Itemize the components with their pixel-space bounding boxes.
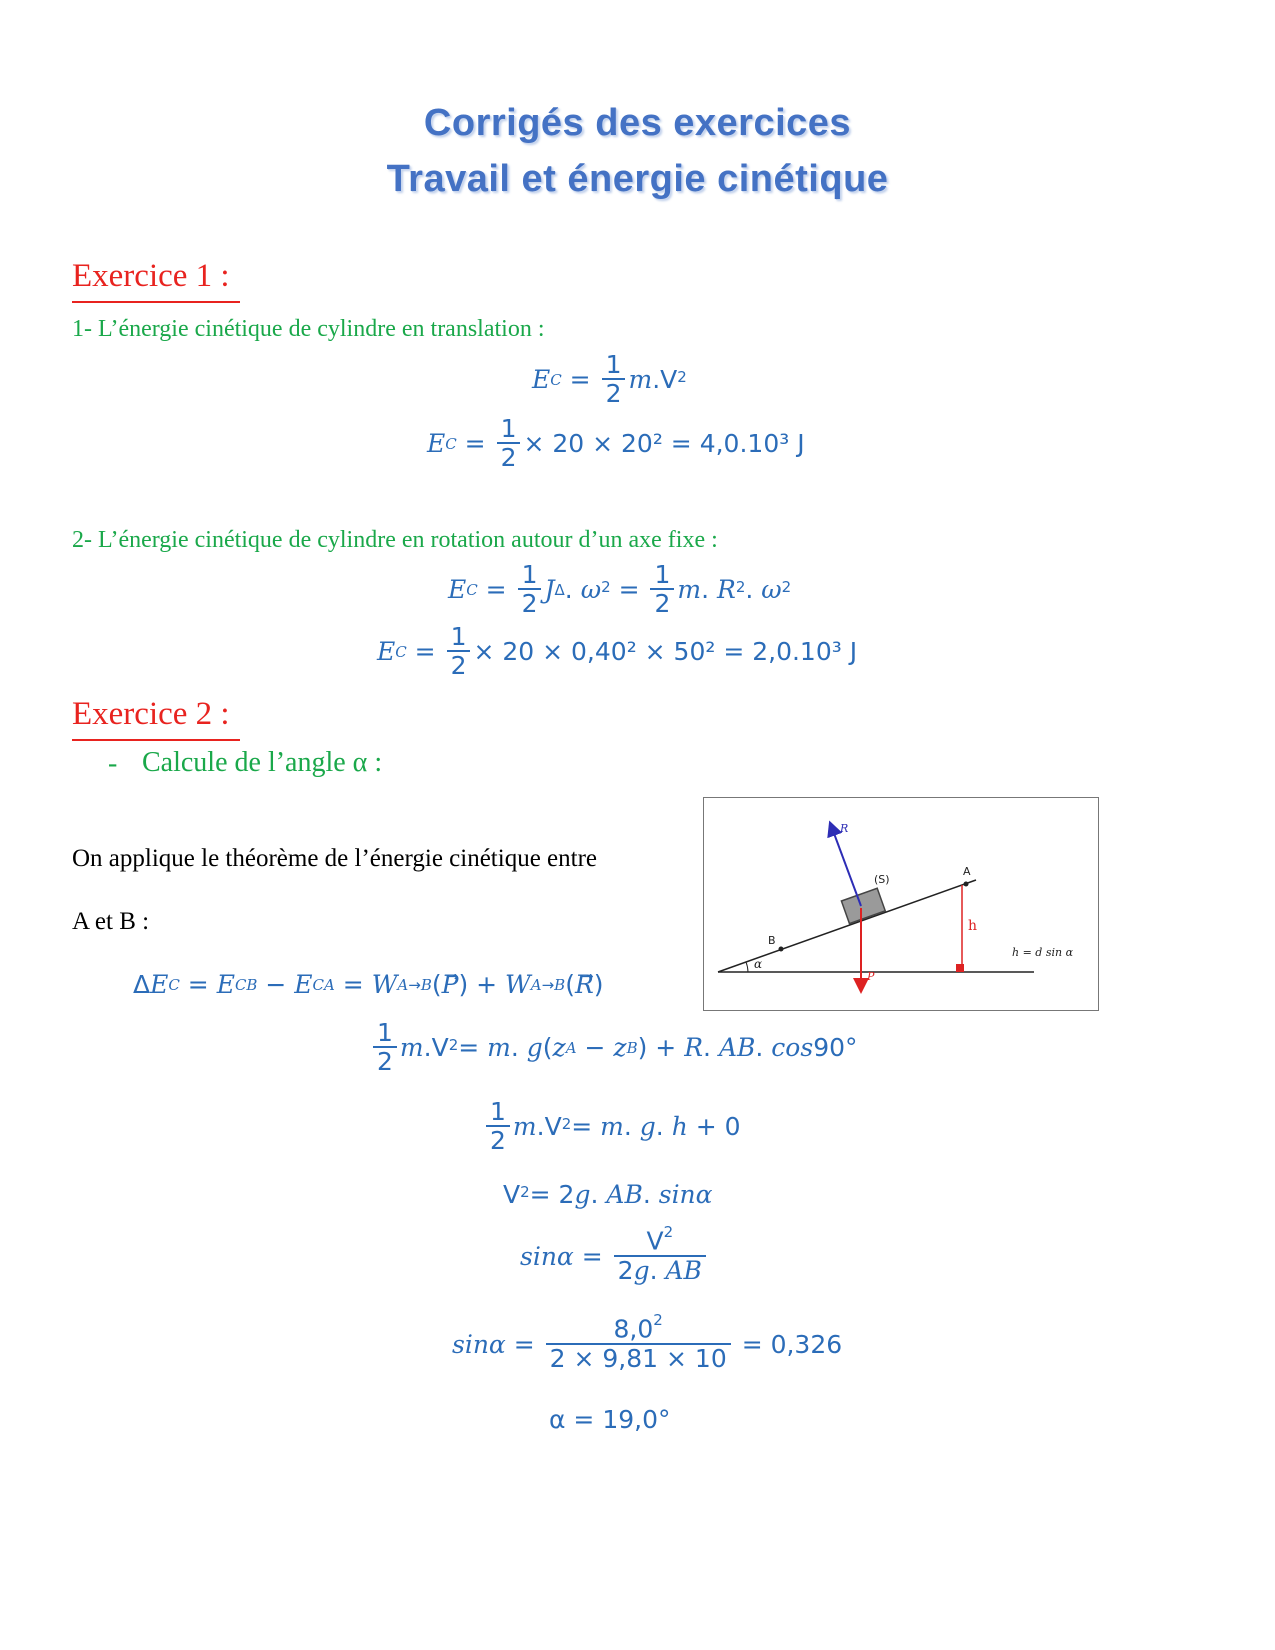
label-p: P <box>867 970 875 983</box>
point-b <box>779 947 784 952</box>
equation-energy-theorem: Δ E C = E CB − E CA = W A→B ( P ⃗) + W A→B ( R ⃗) <box>133 970 604 999</box>
vector-r-arrow <box>832 828 861 906</box>
label-a: A <box>963 865 971 878</box>
equation-work-expansion: $\frac{1}{2}$ m .V $^2$ = m . g ( z A − z B ) + R . AB . cos 90° <box>370 1020 858 1076</box>
label-b: B <box>768 934 776 947</box>
block-s <box>841 888 885 923</box>
equation-ec-translation-numeric: E C = $\frac{1}{2}$ × 20 × 20² = 4,0.10³ J <box>427 414 805 473</box>
theorem-text: On applique le théorème de l’énergie cinétique entre <box>72 845 597 872</box>
theorem-text-ab: A et B : <box>72 908 150 935</box>
exercice-1-heading: Exercice 1 : <box>72 258 240 303</box>
angle-arc <box>746 962 748 972</box>
angle-subheading: Calcule de l’angle α : <box>142 747 383 778</box>
exercice-2-heading: Exercice 2 : <box>72 696 240 741</box>
alpha-label: α <box>754 957 763 971</box>
label-s: (S) <box>874 873 890 886</box>
height-formula: h = d sin α <box>1012 946 1074 959</box>
equation-ec-rotation: E C = $\frac{1}{2}$ J Δ . ω $^2$ = $\frac{1}{2}$ m . R $^2$ . ω $^2$ <box>448 560 792 619</box>
equation-v-squared: V $^2$ = 2 g . AB . sinα <box>503 1180 713 1209</box>
question-2-label: 2- L’énergie cinétique de cylindre en rotation autour d’un axe fixe : <box>72 527 718 553</box>
label-r: R <box>840 822 849 835</box>
inclined-plane-diagram <box>704 798 1098 1010</box>
point-a <box>964 882 969 887</box>
title-line-1: Corrigés des exercices <box>423 102 852 144</box>
equation-ec-rotation-numeric: E C = $\frac{1}{2}$ × 20 × 0,40² × 50² = 2,0.10³ J <box>377 622 858 681</box>
title-line-2: Travail et énergie cinétique <box>386 158 889 200</box>
equation-sin-numeric: sinα = $\frac{8,0^2}{2 \times 9,81 \times 10}$ = 0,326 <box>452 1311 843 1373</box>
label-h: h <box>968 918 978 934</box>
equation-sin-alpha: sinα = $\frac{V^2}{2g. AB}$ <box>520 1228 709 1284</box>
equation-alpha-result: α = 19,0° <box>549 1405 671 1434</box>
equation-height: $\frac{1}{2}$ m .V $^2$ = m . g . h + 0 <box>483 1099 741 1155</box>
equation-ec-translation-value: × 20 × 20² = 4,0.10³ J <box>523 429 805 459</box>
equation-ec-rotation-value: × 20 × 0,40² × 50² = 2,0.10³ J <box>473 637 858 667</box>
sin-result: = 0,326 <box>741 1329 843 1359</box>
inclined-plane-figure <box>703 797 1099 1011</box>
equation-ec-translation: E C = $\frac{1}{2}$ m .V $^2$ <box>532 350 687 409</box>
right-angle-marker <box>956 964 964 972</box>
bullet-dash: - <box>108 748 118 779</box>
question-1-label: 1- L’énergie cinétique de cylindre en translation : <box>72 316 545 342</box>
